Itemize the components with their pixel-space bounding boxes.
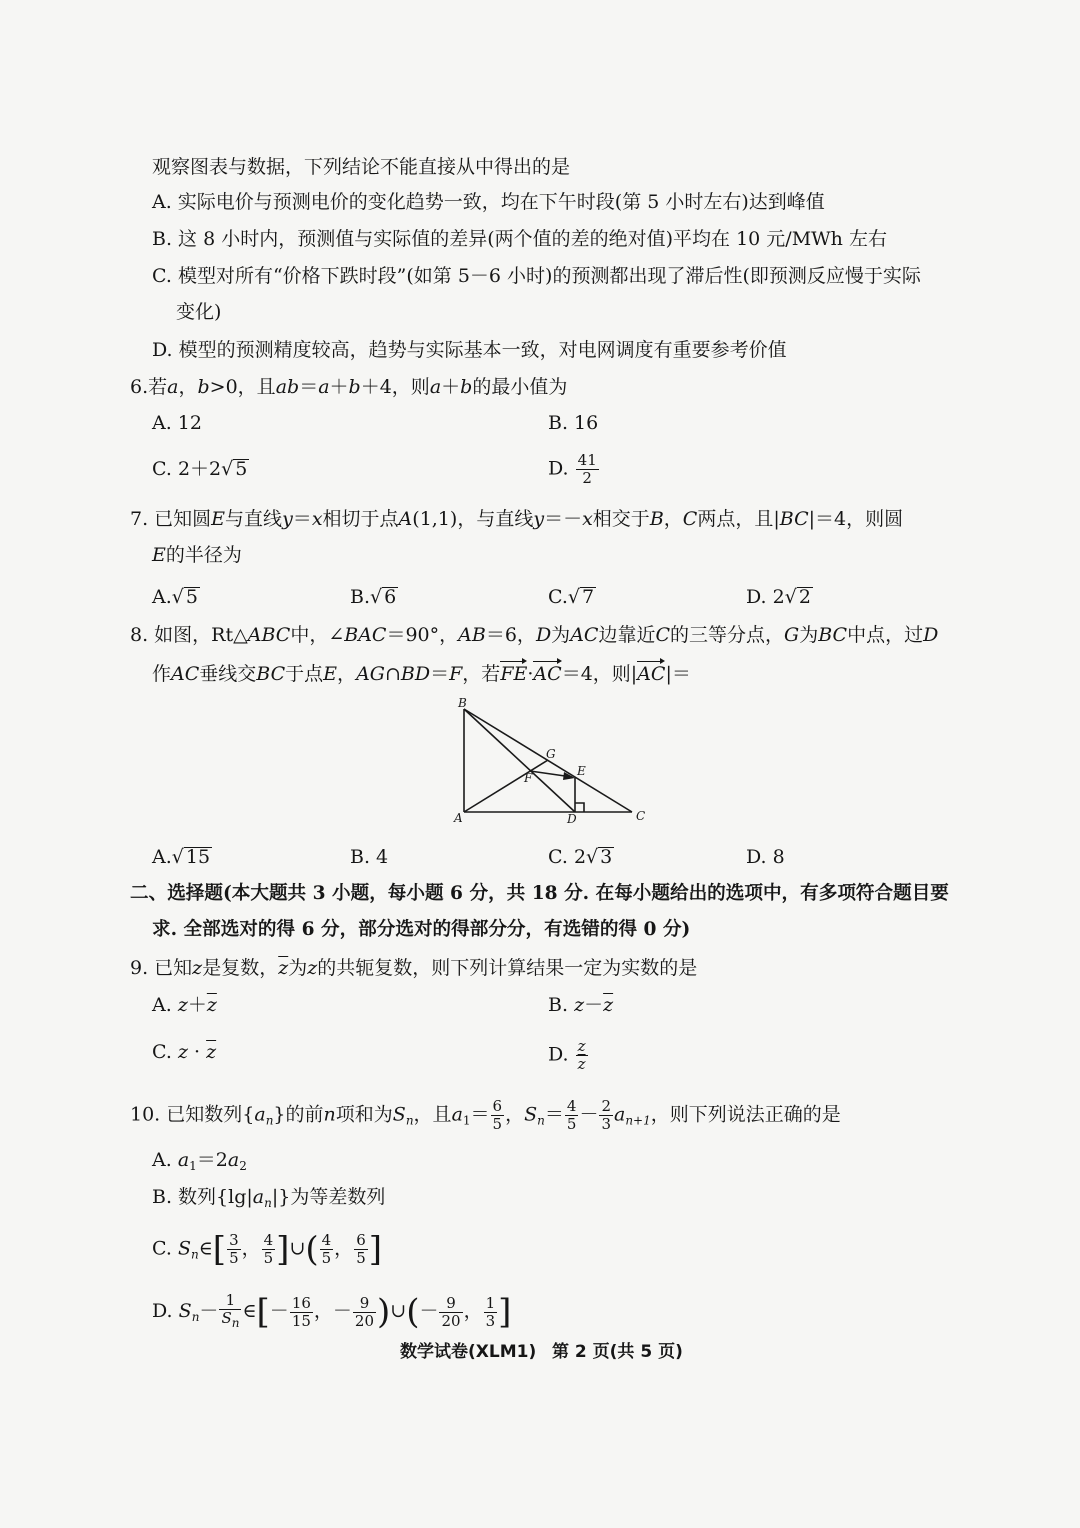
q6-option-d: D. $\frac{41}{2}$ [548, 451, 597, 487]
q8-option-b: B. 4 [350, 846, 389, 868]
segment-ag [464, 760, 548, 812]
label-d: D [567, 812, 577, 826]
q7-stem-line2: E的半径为 [152, 544, 242, 566]
q9-option-b: B. $z-\overline{z}$ [548, 994, 614, 1016]
q7-option-a: A.√ 5 [152, 586, 198, 608]
q10-option-c: C. $S_n\in$[ $\frac{3}{5}$ ， $\frac{4}{5}$ ]∪( $\frac{4}{5}$ ， $\frac{6}{5}$ ] [152, 1229, 382, 1270]
q5-option-c-line2: 变化) [176, 301, 222, 323]
q5-stem: 观察图表与数据，下列结论不能直接从中得出的是 [152, 156, 571, 178]
segment-bd [464, 709, 575, 812]
footer-exam-name: 数学试卷(XLM1) [400, 1342, 537, 1362]
q8-stem-line1: 8. 如图，Rt△ABC中，∠BAC＝90°，AB＝6，D为AC边靠近C的三等分点，G为BC中点，过D [130, 624, 939, 646]
q8-option-d: D. 8 [746, 846, 785, 868]
q10-option-d: D. $S_n-$ $\frac{1}{S_n}$ ∈[－ $\frac{16}{15}$ ，－ $\frac{9}{20}$ )∪(－ $\frac{9}{20}$ ， $\frac{1}{3}$ ] [152, 1291, 512, 1332]
q9-option-d: D. $\frac{z}{z}$ [548, 1037, 586, 1073]
q9-option-c: C. $z \cdot \overline{z}$ [152, 1041, 217, 1063]
q7-option-d: D. 2√ 2 [746, 586, 811, 608]
q8-stem-line2: 作AC垂线交BC于点E，AG∩BD＝F，若FE·AC＝4，则|AC|＝ [152, 659, 691, 686]
right-angle-marker [575, 803, 584, 812]
q10-option-b: B. 数列$\{\lg|a_n|\}$为等差数列 [152, 1186, 386, 1210]
q8-option-a: A.√ 15 [152, 846, 211, 868]
q5-option-c-line1: C. 模型对所有“价格下跌时段”(如第 5－6 小时)的预测都出现了滞后性(即预测反应慢于实际 [152, 265, 921, 287]
q7-stem-line1: 7. 已知圆E与直线y＝x相切于点A(1,1)，与直线y＝－x相交于B，C两点，且|BC|＝4，则圆 [130, 508, 904, 530]
section2-heading-line2: 求. 全部选对的得 6 分，部分选对的得部分分，有选错的得 0 分) [152, 919, 691, 940]
section2-heading-line1: 二、选择题(本大题共 3 小题，每小题 6 分，共 18 分. 在每小题给出的选项中，有多项符合题目要 [130, 883, 949, 904]
q5-option-d: D. 模型的预测精度较高，趋势与实际基本一致，对电网调度有重要参考价值 [152, 339, 787, 361]
q8-option-c: C. 2√ 3 [548, 846, 613, 868]
q7-option-b: B.√ 6 [350, 586, 397, 608]
q5-option-a: A. 实际电价与预测电价的变化趋势一致，均在下午时段(第 5 小时左右)达到峰值 [152, 191, 825, 213]
q6-option-c: C. 2＋2√ 5 [152, 458, 248, 480]
label-e: E [577, 764, 586, 778]
q5-option-b: B. 这 8 小时内，预测值与实际值的差异(两个值的差的绝对值)平均在 10 元/MWh 左右 [152, 228, 887, 250]
q10-option-a: A. $a_1=2a_2$ [152, 1149, 247, 1173]
label-b: B [458, 696, 467, 710]
q7-option-c: C.√ 7 [548, 586, 595, 608]
q6-stem: 6.若a，b>0，且ab＝a＋b＋4，则a＋b的最小值为 [130, 376, 568, 398]
label-g: G [546, 747, 556, 761]
q6-option-b: B. 16 [548, 412, 599, 434]
q9-option-a: A. $z+\overline{z}$ [152, 994, 217, 1016]
label-c: C [636, 809, 646, 823]
q9-stem: 9. 已知z是复数，$\overline{z}$为z的共轭复数，则下列计算结果一定为实数的是 [130, 957, 698, 979]
footer-page-number: 第 2 页(共 5 页) [552, 1342, 683, 1362]
q6-option-a: A. 12 [152, 412, 202, 434]
label-a: A [454, 811, 463, 825]
label-f: F [524, 771, 533, 785]
q10-stem: 10. 已知数列$\{a_n\}$的前n项和为$S_n$，且$a_1=$ $\frac{6}{5}$ ，$S_n=$ $\frac{4}{5}$ － $\frac{2}{3}$ $a_{n+1}$，则下列说法正确的是 [130, 1097, 841, 1133]
